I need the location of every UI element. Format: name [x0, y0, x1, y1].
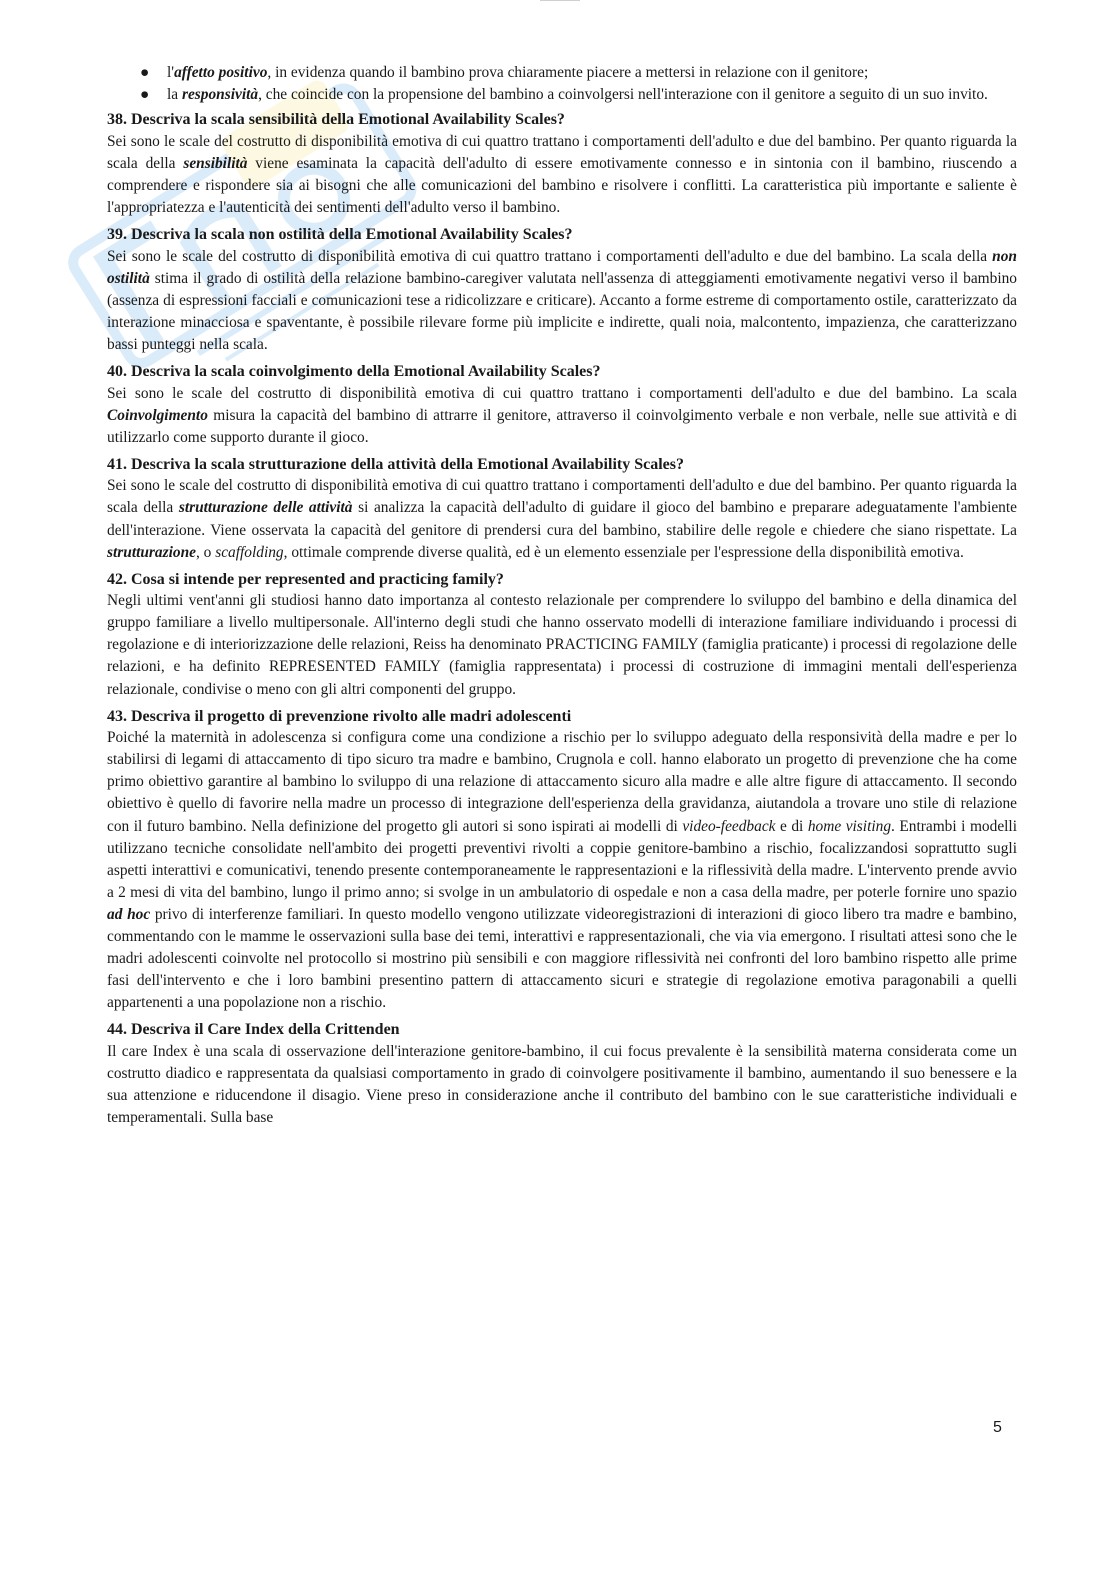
bullet-prefix: l'	[167, 64, 175, 81]
bullet-term: affetto positivo	[174, 64, 268, 81]
key-term: non ostilità	[107, 247, 1017, 287]
bullet-term: responsività	[181, 86, 259, 104]
bullet-dot-icon: ●	[140, 64, 150, 81]
key-term: sensibilità	[183, 154, 248, 172]
key-term: ad hoc	[107, 905, 151, 923]
bullet-item	[107, 84, 1017, 106]
answer-paragraph: Negli ultimi vent'anni gli studiosi hanno dato importanza al contesto relazionale per comprendere lo sviluppo del bambino e della dinamica del gruppo familiare a livello multipersonale. All'interno degli studi che hanno osservato modelli di interazione familiare individuando i processi di regolazione e di interiorizzazione delle relazioni, Reiss ha denominato PRACTICING FAMILY (famiglia praticante) i processi di regolazione delle relazioni, e ha definito REPRESENTED FAMILY (famiglia rappresentata) i processi di costruzione di immagini mentali dell'esperienza relazionale, condivise o meno con gli altri componenti del gruppo.	[107, 592, 1017, 698]
question-heading: 43. Descriva il progetto di prevenzione rivolto alle madri adolescenti	[107, 707, 572, 725]
answer-paragraph: Sei sono le scale del costrutto di disponibilità emotiva di cui quattro trattano i comportamenti dell'adulto e due del bambino. Per quanto riguarda la scala della strutturazione delle attività si analizza la capacità dell'adulto di guidare il gioco del bambino e preparare adeguatamente l'ambiente dell'interazione. Viene osservata la capacità del genitore di prendersi cura del bambino, stabilire delle regole e chiedere che siano rispettate. La strutturazione, o scaffolding, ottimale comprende diverse qualità, ed è un elemento essenziale per l'espressione della disponibilità emotiva.	[107, 477, 1017, 561]
page-number: 5	[993, 1419, 1002, 1436]
answer-paragraph: Il care Index è una scala di osservazione dell'interazione genitore-bambino, il cui focus prevalente è la sensibilità materna considerata come un costrutto diadico e rappresentata da qualsiasi comportamento in grado di coinvolgere positivamente il bambino, aumentando il suo benessere e la sua attenzione e riducendone il disagio. Viene preso in considerazione anche il contributo del bambino con le sue caratteristiche individuali e temperamentali. Sulla base	[107, 1042, 1017, 1127]
top-header-mark	[540, 0, 580, 5]
bullet-list	[107, 62, 1017, 106]
section-39	[107, 222, 1017, 356]
answer-paragraph: Poiché la maternità in adolescenza si configura come una condizione a rischio per lo sviluppo adeguato della responsività della madre e per lo stabilirsi di legami di attaccamento di tipo sicuro tra madre e bambino, Crugnola e coll. hanno elaborato un progetto di prevenzione che ha come primo obiettivo garantire al bambino lo sviluppo di una relazione di attaccamento sicuro alla madre e alle altre figure di attaccamento. Il secondo obiettivo è quello di favorire nella madre un processo di integrazione dell'esperienza della gravidanza, aiutandola a trovare uno stile di relazione con il futuro bambino. Nella definizione del progetto gli autori si sono ispirati ai modelli di video-feedback e di home visiting. Entrambi i modelli utilizzano tecniche consolidate nell'ambito dei progetti preventivi rivolti a coppie genitore-bambino a rischio, focalizzandosi soprattutto sugli aspetti interattivi e comunicativi, tenendo presente contemporaneamente le rappresentazioni e la riflessività della madre. L'intervento prende avvio a 2 mesi di vita del bambino, lungo il primo anno; si svolge in un ambulatorio di ospedale e non a casa della madre, per poterle fornire uno spazio ad hoc privo di interferenze familiari. In questo modello vengono utilizzate videoregistrazioni di interazioni di gioco libero tra madre e bambino, commentando con le mamme le osservazioni sulla base dei temi, interattivi e rappresentazionali, che via via emergono. I risultati attesi sono che le madri adolescenti coinvolte nel protocollo si mostrino più sensibili e con maggiore riflessività nei confronti del loro bambino rispetto alle prime fasi dell'intervento e che i loro bambini presentino pattern di attaccamento sicuri e strategie di regolazione emotiva paragonabili a quelli appartenenti a una popolazione non a rischio.	[107, 729, 1018, 1012]
question-heading: 39. Descriva la scala non ostilità della Emotional Availability Scales?	[107, 226, 573, 244]
answer-paragraph: Sei sono le scale del costrutto di disponibilità emotiva di cui quattro trattano i comportamenti dell'adulto e due del bambino. Per quanto riguarda la scala della sensibilità viene esaminata la capacità dell'adulto di essere emotivamente connesso e in sintonia con il bambino, riuscendo a comprendere e rispondere sia ai bisogni che alle comunicazioni del bambino e risolvere i conflitti. La caratteristica più importante e saliente è l'appropriatezza e l'autenticità dei sentimenti dell'adulto verso il bambino.	[107, 132, 1017, 216]
bullet-text: , in evidenza quando il bambino prova chiaramente piacere a mettersi in relazione con il genitore;	[267, 64, 869, 81]
key-term-italic: scaffolding	[215, 543, 284, 561]
answer-paragraph: Sei sono le scale del costrutto di disponibilità emotiva di cui quattro trattano i comportamenti dell'adulto e due del bambino. La scala Coinvolgimento misura la capacità del bambino di attrarre il genitore, attraverso il coinvolgimento verbale e non verbale, nelle sue attività e di utilizzarlo come supporto durante il gioco.	[107, 384, 1017, 446]
key-term: strutturazione delle attività	[178, 499, 353, 517]
section-41	[107, 452, 1017, 564]
question-heading: 38. Descriva la scala sensibilità della Emotional Availability Scales?	[107, 111, 565, 129]
section-40	[107, 359, 1017, 449]
question-heading: 40. Descriva la scala coinvolgimento della Emotional Availability Scales?	[107, 363, 601, 381]
question-heading: 42. Cosa si intende per represented and practicing family?	[107, 570, 504, 588]
bullet-item	[107, 62, 1017, 84]
key-term: Coinvolgimento	[107, 406, 208, 424]
question-heading: 41. Descriva la scala strutturazione della attività della Emotional Availability Scales?	[107, 455, 684, 473]
bullet-prefix: la	[167, 86, 182, 104]
answer-paragraph: Sei sono le scale del costrutto di disponibilità emotiva di cui quattro trattano i comportamenti dell'adulto e due del bambino. La scala della non ostilità stima il grado di ostilità della relazione bambino-caregiver valutata nell'assenza di atteggiamenti emotivamente negativi verso il bambino (assenza di espressioni facciali e comunicazioni tese a ridicolizzare e criticare). Accanto a forme estreme di comportamento ostile, caratterizzato da interazione minacciosa e spaventante, è possibile rilevare forme più implicite e indirette, quali noia, malcontento, impazienza, che caratterizzano bassi punteggi nella scala.	[107, 247, 1017, 353]
section-38	[107, 107, 1017, 219]
bullet-dot-icon: ●	[140, 86, 150, 104]
section-44	[107, 1017, 1017, 1129]
question-heading: 44. Descriva il Care Index della Crittenden	[107, 1021, 400, 1039]
section-42	[107, 567, 1017, 701]
key-term-italic: video-feedback	[682, 817, 776, 835]
key-term: strutturazione	[107, 543, 196, 561]
bullet-text: , che coincide con la propensione del bambino a coinvolgersi nell'interazione con il genitore a seguito di un suo invito.	[258, 86, 988, 104]
document-body	[107, 62, 1017, 1132]
section-43	[107, 704, 1017, 1015]
key-term-italic: home visiting	[807, 817, 892, 835]
